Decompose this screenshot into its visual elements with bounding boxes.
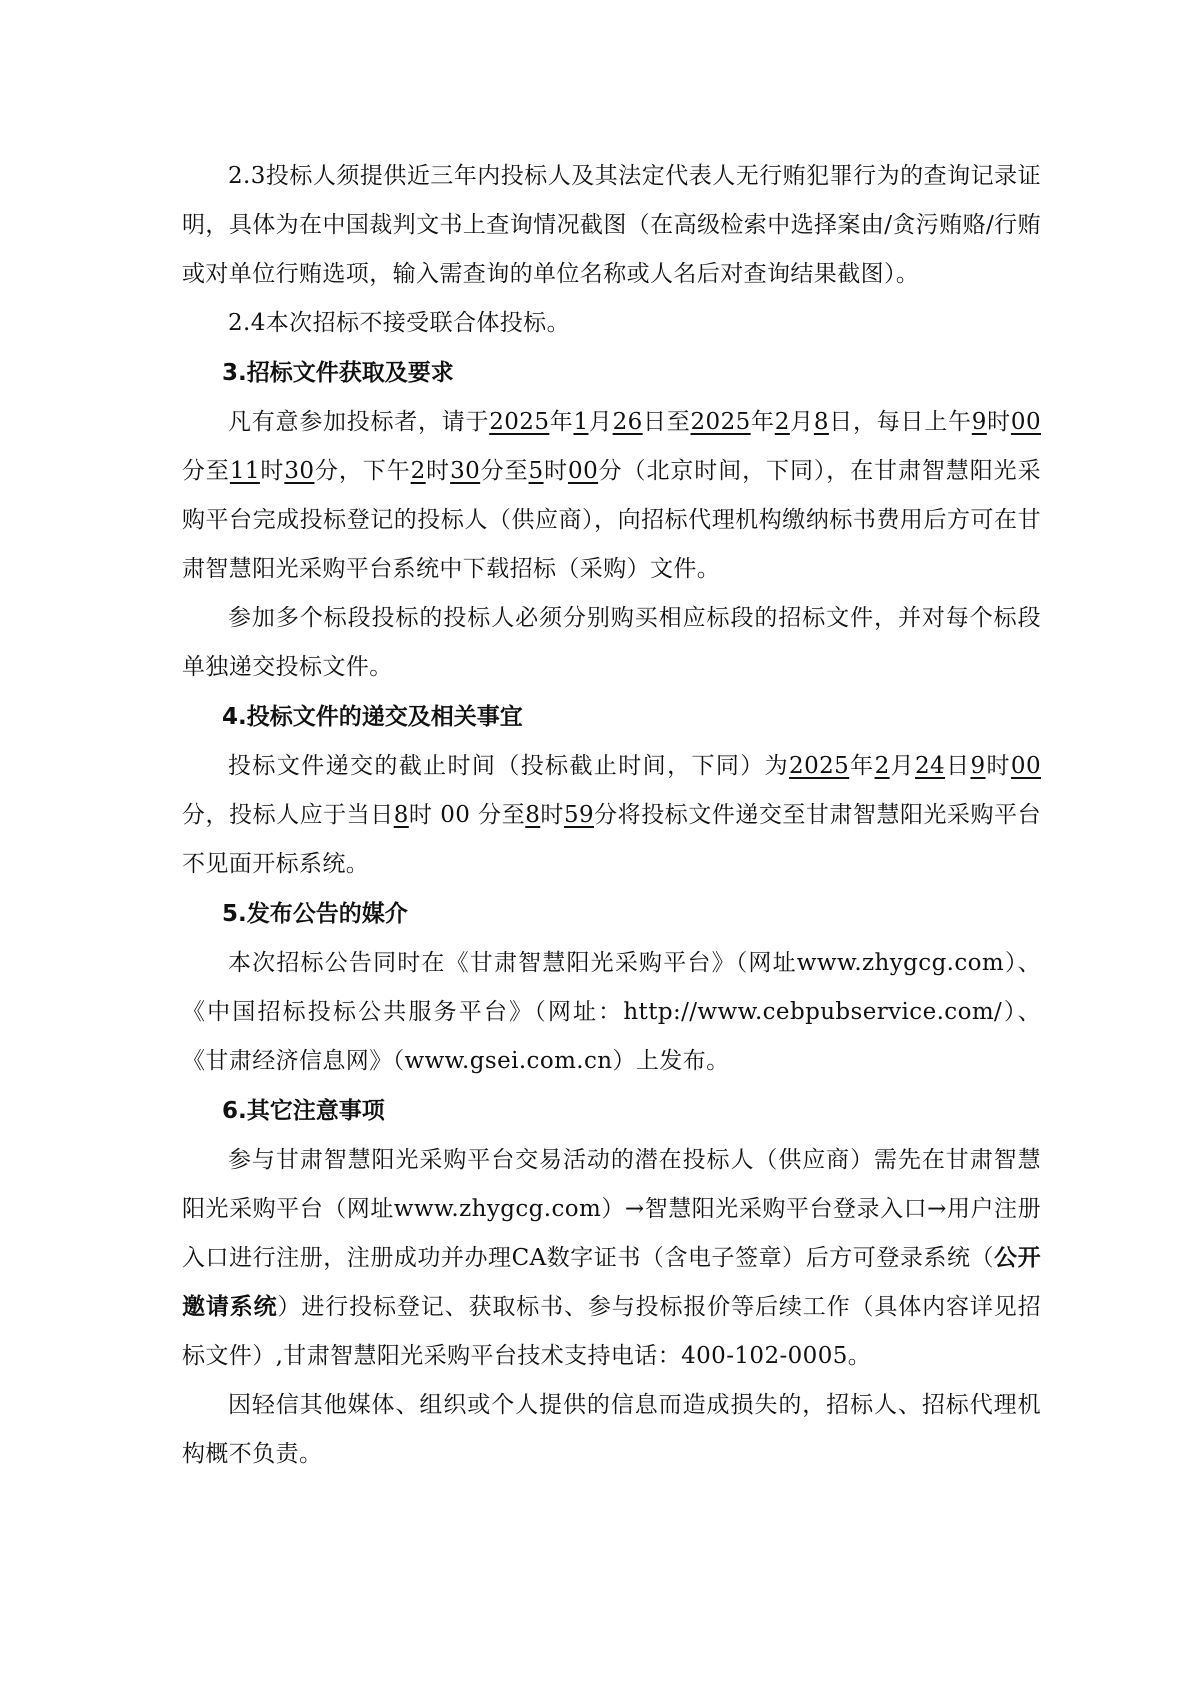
am-start-minute: 00 — [1010, 409, 1041, 435]
pm-end-hour: 5 — [528, 458, 544, 484]
submit-to-hour: 8 — [525, 802, 541, 828]
am-start-hour: 9 — [971, 409, 987, 435]
end-day: 8 — [813, 409, 829, 435]
deadline-minute: 00 — [1010, 753, 1041, 779]
am-end-minute: 30 — [284, 458, 315, 484]
pm-end-minute: 00 — [568, 458, 599, 484]
submit-from-hour: 8 — [393, 802, 409, 828]
section-3-paragraph-2: 参加多个标段投标的投标人必须分别购买相应标段的招标文件，并对每个标段单独递交投标文件。 — [182, 605, 1041, 680]
start-month: 1 — [573, 409, 589, 435]
end-month: 2 — [774, 409, 790, 435]
deadline-month: 2 — [874, 753, 890, 779]
deadline-year: 2025 — [789, 753, 850, 779]
start-year: 2025 — [489, 409, 550, 435]
heading-6: 6.其它注意事项 — [222, 1098, 385, 1124]
section-4-paragraph-1: 投标文件递交的截止时间（投标截止时间，下同）为2025年2月24日9时00分，投标人应于当日8时 00 分至8时59分将投标文件递交至甘肃智慧阳光采购平台不见面开标系统。 — [182, 753, 1041, 877]
end-year: 2025 — [690, 409, 751, 435]
pm-start-hour: 2 — [410, 458, 426, 484]
deadline-hour: 9 — [970, 753, 986, 779]
section-6-paragraph-1: 参与甘肃智慧阳光采购平台交易活动的潜在投标人（供应商）需先在甘肃智慧阳光采购平台（网址www.zhygcg.com）→智慧阳光采购平台登录入口→用户注册入口进行注册，注册成功并办理CA数字证书（含电子签章）后方可登录系统（公开邀请系统）进行投标登记、获取标书、参与投标报价等后续工作（具体内容详见招标文件）,甘肃智慧阳光采购平台技术支持电话：400-102-0005。 — [182, 1147, 1041, 1369]
submit-to-minute: 59 — [563, 802, 595, 828]
open-invitation-system: 公开邀请系统 — [182, 1245, 1041, 1320]
heading-5: 5.发布公告的媒介 — [222, 901, 408, 927]
section-5-paragraph: 本次招标公告同时在《甘肃智慧阳光采购平台》（网址www.zhygcg.com）、《中国招标投标公共服务平台》（网址：http://www.cebpubservice.com/）、《甘肃经济信息网》（www.gsei.com.cn）上发布。 — [182, 950, 1041, 1074]
section-6-paragraph-2: 因轻信其他媒体、组织或个人提供的信息而造成损失的，招标人、招标代理机构概不负责。 — [182, 1392, 1041, 1467]
section-2-3: 2.3投标人须提供近三年内投标人及其法定代表人无行贿犯罪行为的查询记录证明，具体为在中国裁判文书上查询情况截图（在高级检索中选择案由/贪污贿赂/行贿或对单位行贿选项，输入需查询的单位名称或人名后对查询结果截图）。 — [182, 163, 1041, 287]
am-end-hour: 11 — [229, 458, 260, 484]
deadline-day: 24 — [915, 753, 946, 779]
heading-4: 4.投标文件的递交及相关事宜 — [222, 704, 523, 730]
section-2-4: 2.4本次招标不接受联合体投标。 — [228, 310, 570, 336]
pm-start-minute: 30 — [450, 458, 481, 484]
section-3-paragraph-1: 凡有意参加投标者，请于2025年1月26日至2025年2月8日，每日上午9时00分至11时30分，下午2时30分至5时00分（北京时间，下同），在甘肃智慧阳光采购平台完成投标登记的投标人（供应商），向招标代理机构缴纳标书费用后方可在甘肃智慧阳光采购平台系统中下载招标（采购）文件。 — [182, 409, 1041, 582]
start-day: 26 — [612, 409, 643, 435]
heading-3: 3.招标文件获取及要求 — [222, 360, 454, 386]
